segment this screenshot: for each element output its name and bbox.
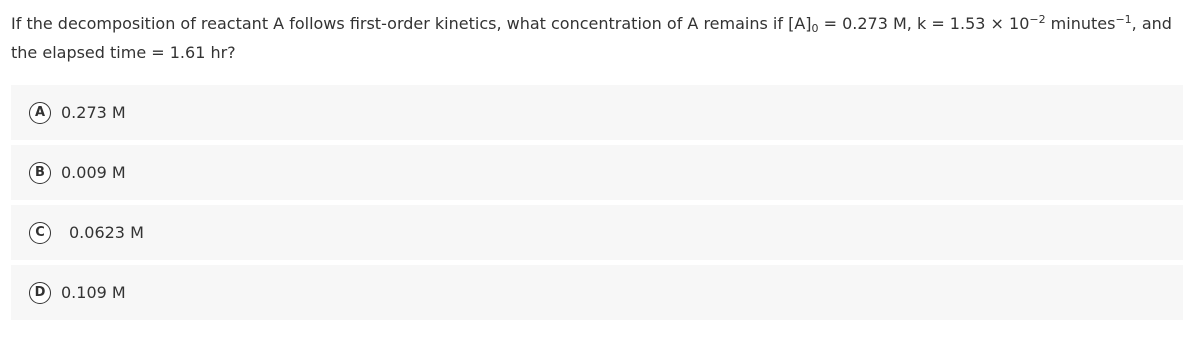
subscript-zero: 0 (811, 22, 819, 35)
question-part: = 0.273 M, k = 1.53 × 10 (818, 14, 1030, 33)
answer-options (11, 85, 1183, 325)
option-letter-badge: C (29, 222, 51, 244)
question-part: , and the elapsed time = 1.61 hr? (11, 14, 1172, 62)
option-b[interactable] (11, 145, 1183, 200)
option-letter-badge: D (29, 282, 51, 304)
option-c[interactable] (11, 205, 1183, 260)
question-part: minutes (1045, 14, 1116, 33)
exponent: −1 (1115, 13, 1132, 26)
option-label: 0.009 M (61, 163, 126, 182)
option-a[interactable] (11, 85, 1183, 140)
exponent: −2 (1029, 13, 1046, 26)
option-label: 0.109 M (61, 283, 126, 302)
option-label: 0.0623 M (69, 223, 144, 242)
option-letter-badge: B (29, 162, 51, 184)
option-letter-badge: A (29, 102, 51, 124)
question-text (11, 9, 1186, 67)
question-part: If the decomposition of reactant A follows first-order kinetics, what concentration of A remains if [A] (11, 14, 812, 33)
option-label: 0.273 M (61, 103, 126, 122)
option-d[interactable] (11, 265, 1183, 320)
